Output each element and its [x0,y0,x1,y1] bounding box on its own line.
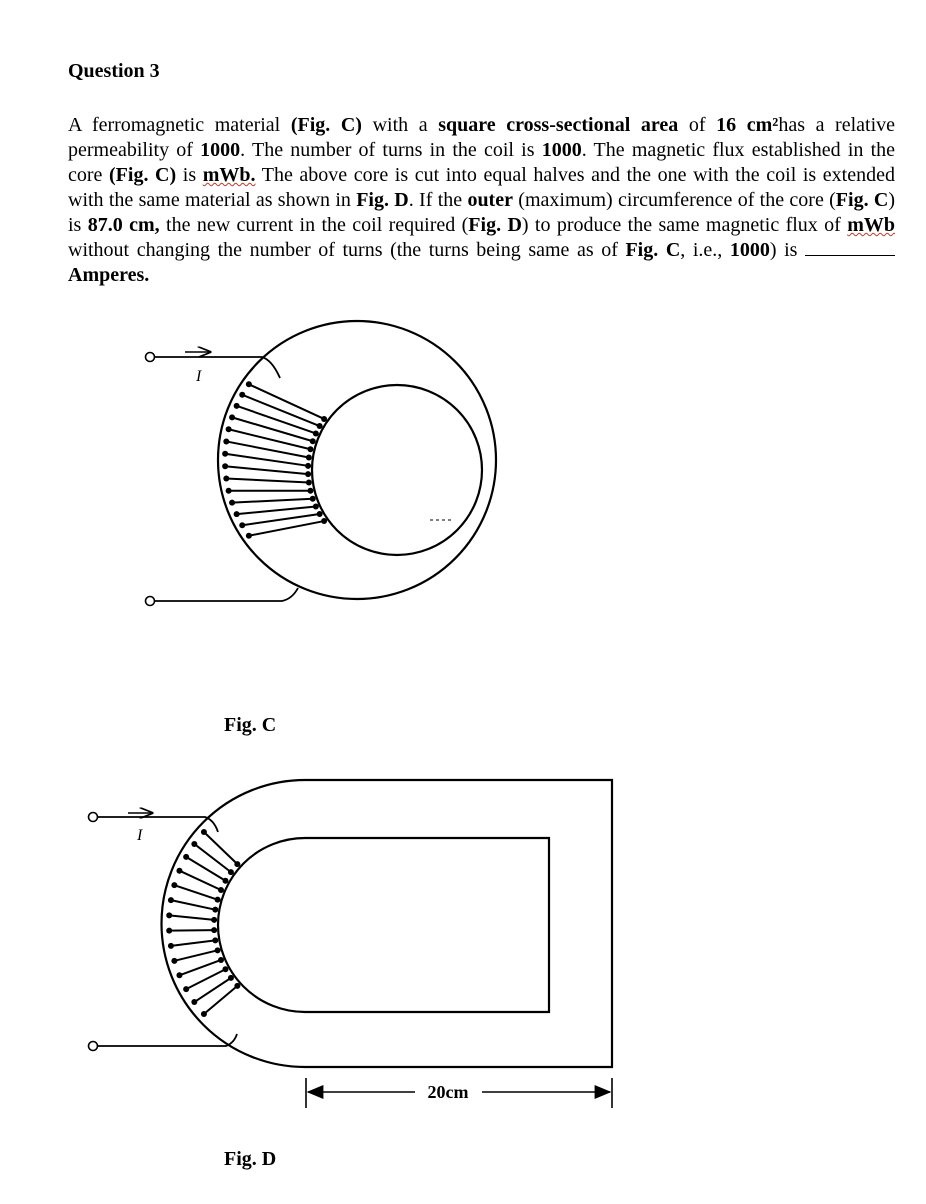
question-text-segment: the new current in the coil required ( [159,214,469,236]
coil-turn-dot [222,878,228,884]
question-title: Question 3 [68,60,160,82]
coil-turn-dot [310,496,316,502]
core-inner-outline [218,838,549,1012]
coil-turn-dot [229,500,235,506]
coil-turn-dot [176,972,182,978]
coil-turn-dot [168,943,174,949]
coil-turn-dot [201,829,207,835]
coil-turn-dot [166,912,172,918]
coil-turn [204,832,237,864]
coil-turn-dot [222,451,228,457]
coil-turn-dot [201,1011,207,1017]
coil-turn-dot [305,471,311,477]
fig-d-label: Fig. D [224,1148,277,1170]
coil-turn-dot [218,957,224,963]
coil-turn-dot [211,927,217,933]
question-text-segment: 16 cm² [716,114,779,136]
coil-turn-dot [218,887,224,893]
coil-turn-dot [171,882,177,888]
coil-turn [179,960,221,975]
coil-turn-dot [239,392,245,398]
question-text-segment: has a relative permeability of [68,114,896,161]
coil-turn [226,479,309,483]
coil-turn-dot [313,504,319,510]
coil-turn-dot [239,522,245,528]
coil-turn-dot [226,426,232,432]
coil-turn-dot [307,446,313,452]
fig-c-toroid [146,321,497,606]
coil-turn-dot [223,476,229,482]
coil-turn [174,885,217,900]
coil-turn-dot [234,983,240,989]
coil-turn-dot [222,966,228,972]
coil-turn-dot [307,488,313,494]
coil-turn [237,507,316,515]
coil-turn-dot [313,430,319,436]
coil-turn-dot [168,897,174,903]
coil-turn-dot [171,958,177,964]
coil-turn-dot [321,416,327,422]
coil-turn-dot [228,869,234,875]
fig-d-current-label: I [137,827,143,844]
coil-turn [232,417,313,441]
question-text-segment: 87.0 cm, [87,214,160,236]
question-text-segment: is [176,164,203,186]
question-text-segment: ) to produce the same magnetic flux of [521,214,848,236]
question-text-segment: , i.e., [680,239,730,261]
question-text-segment: mWb [847,214,896,236]
coil-turn-dot [176,868,182,874]
question-text-segment: Fig. C [625,239,681,261]
fig-d-terminal-bottom [89,1042,98,1051]
question-text-segment: ) is [68,189,895,236]
coil-turn [225,466,308,474]
toroid-inner-ring [312,385,482,555]
coil-turn [169,915,214,920]
coil-turn-dot [321,518,327,524]
coil-turn-dot [222,463,228,469]
coil-turn-dot [223,438,229,444]
coil-turn [171,940,215,946]
coil-turn [169,930,214,931]
coil-turn-dot [306,480,312,486]
coil-turn-dot [317,423,323,429]
question-text-segment: square cross-sectional area [438,114,679,136]
coil-turn-dot [211,917,217,923]
question-text-segment: 1000 [729,239,770,261]
fig-c-terminal-top [146,353,155,362]
coil-turn-dot [215,947,221,953]
coil-turn-dot [226,488,232,494]
question-text-segment: (Fig. C) [109,164,177,186]
question-text-segment: Fig. D [468,214,522,236]
coil-turn-dot [191,999,197,1005]
coil-turn-dot [310,438,316,444]
question-text-segment: 1000 [200,139,241,161]
question-text-segment: (maximum) circumference of the core ( [512,189,836,211]
fig-c-lead-bottom [155,588,298,601]
fig-d-terminal-top [89,813,98,822]
question-text-segment: Fig. D [356,189,409,211]
fig-c-label: Fig. C [224,714,277,736]
question-text-segment: The above core is cut into equal halves and the one with the coil is extended with the same material as shown in [68,164,895,211]
coil-turn-dot [246,533,252,539]
question-text-segment: with a [361,114,439,136]
coil-turn-dot [183,986,189,992]
coil-turn [229,429,311,449]
coil-turn-dot [166,928,172,934]
question-text-segment: of [678,114,717,136]
coil-turn-dot [229,414,235,420]
coil-turn-dot [305,463,311,469]
coil-turn-dot [215,897,221,903]
fig-c-coil-windings [222,381,327,538]
question-text-segment: 1000 [541,139,582,161]
coil-turn-dot [234,403,240,409]
coil-turn [171,900,215,910]
coil-turn [174,950,217,961]
dimension-label: 20cm [427,1082,469,1102]
coil-turn-dot [234,861,240,867]
question-text-segment: ) is [769,239,806,261]
toroid-outer-ring [218,321,496,599]
coil-turn-dot [317,511,323,517]
coil-turn-dot [246,381,252,387]
question-text-segment: mWb. [202,164,256,186]
coil-turn-dot [212,907,218,913]
coil-turn-dot [306,454,312,460]
coil-turn-dot [212,937,218,943]
question-text-segment: Fig. C [835,189,889,211]
question-text-segment: Amperes. [68,264,150,286]
coil-turn-dot [191,841,197,847]
coil-turn [232,499,313,503]
coil-turn-dot [228,975,234,981]
question-text-segment: . If the [408,189,468,211]
coil-turn-dot [234,511,240,517]
fig-d-core [89,780,613,1108]
core-outer-outline [162,780,613,1067]
question-text-segment: . The magnetic flux established in the core [68,139,896,186]
fig-c-current-label: I [196,368,202,385]
coil-turn [204,986,237,1014]
fig-c-terminal-bottom [146,597,155,606]
question-text-segment: . The number of turns in the coil is [240,139,542,161]
coil-turn-dot [183,854,189,860]
question-text-segment: outer [467,189,513,211]
question-text-segment: without changing the number of turns (the turns being same as of [68,239,626,261]
question-text-segment: (Fig. C) [290,114,362,136]
coil-turn [194,844,231,872]
question-text-segment: A ferromagnetic material [68,114,291,136]
